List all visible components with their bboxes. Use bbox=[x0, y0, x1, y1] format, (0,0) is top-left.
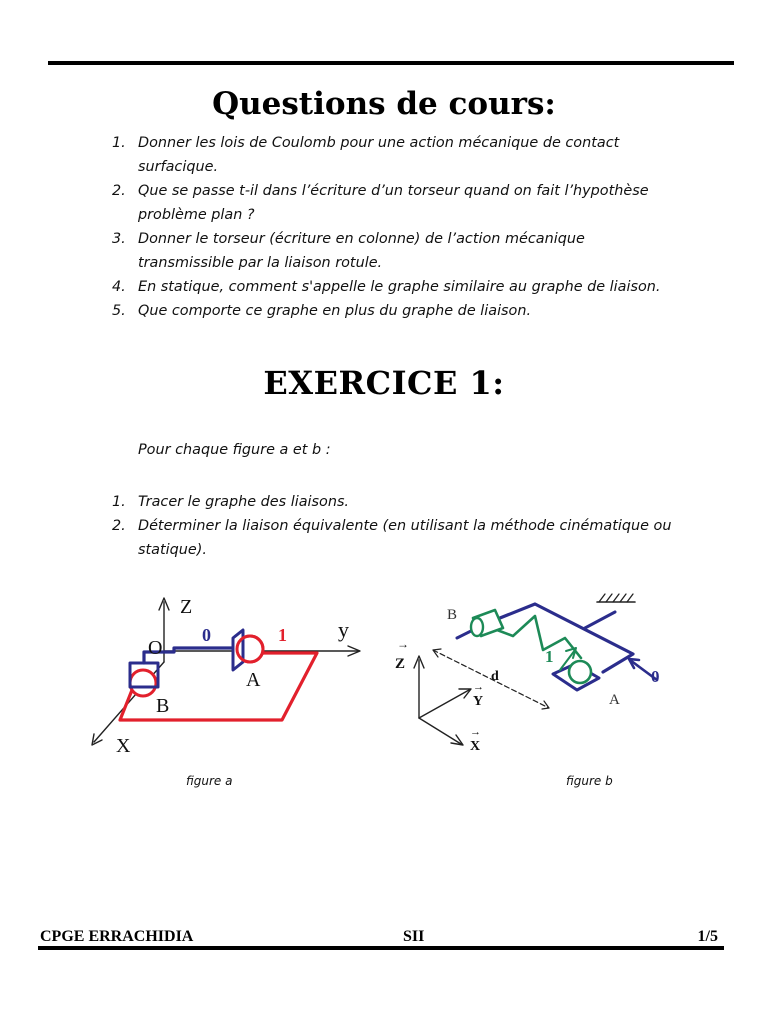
label-y: y bbox=[338, 617, 349, 642]
y-axis bbox=[419, 690, 469, 718]
label-solid-0: 0 bbox=[651, 667, 660, 686]
list-item: 3. Donner le torseur (écriture en colonne) de l’action mécanique transmissible par la liaison rotule. bbox=[112, 231, 585, 271]
svg-text:→: → bbox=[470, 726, 481, 738]
joint-a-sphere bbox=[569, 661, 591, 683]
list-item: 5. Que comporte ce graphe en plus du graphe de liaison. bbox=[112, 303, 532, 319]
exercise-intro: Pour chaque figure a et b : bbox=[138, 442, 331, 458]
label-b: B bbox=[156, 695, 170, 717]
top-rule bbox=[48, 61, 734, 65]
bottom-rule bbox=[38, 946, 724, 950]
questions-list bbox=[110, 131, 690, 323]
svg-text:→: → bbox=[397, 637, 409, 651]
label-d: d bbox=[491, 669, 499, 684]
list-item: 4. En statique, comment s'appelle le graphe similaire au graphe de liaison. bbox=[112, 279, 661, 295]
label-b: B bbox=[447, 607, 458, 623]
label-a: A bbox=[246, 669, 261, 691]
svg-text:→: → bbox=[473, 681, 484, 693]
x-axis-arrow-icon bbox=[451, 735, 463, 745]
label-a: A bbox=[609, 692, 620, 708]
y-axis-arrow-icon bbox=[459, 689, 471, 698]
list-item: 2. Déterminer la liaison équivalente (en utilisant la méthode cinématique ou statique). bbox=[112, 518, 672, 558]
label-y: Y bbox=[473, 694, 484, 709]
list-item: 1. Tracer le graphe des liaisons. bbox=[112, 494, 350, 510]
label-z: Z bbox=[180, 596, 193, 618]
joint-b-circle bbox=[130, 670, 156, 696]
exercise-title: EXERCICE 1: bbox=[263, 364, 505, 402]
figure-b-diagram bbox=[385, 588, 685, 763]
list-item: 1. Donner les lois de Coulomb pour une action mécanique de contact surfacique. bbox=[112, 135, 620, 175]
figure-a-diagram bbox=[80, 590, 380, 765]
label-x: X bbox=[470, 739, 481, 754]
footer-school: CPGE ERRACHIDIA bbox=[40, 928, 194, 945]
ground-hatch-icon bbox=[599, 594, 633, 602]
list-item: 2. Que se passe t-il dans l’écriture d’un torseur quand on fait l’hypothèse problème plan ? bbox=[112, 183, 649, 223]
label-x: X bbox=[116, 735, 131, 757]
label-solid-1: 1 bbox=[278, 625, 287, 645]
label-solid-1: 1 bbox=[545, 647, 554, 666]
questions-title: Questions de cours: bbox=[212, 86, 556, 122]
label-z: Z bbox=[395, 656, 406, 672]
footer-page-number: 1/5 bbox=[697, 928, 718, 945]
x-axis bbox=[419, 718, 461, 744]
footer-subject: SII bbox=[403, 928, 425, 945]
exercise-list bbox=[110, 490, 690, 562]
figure-b-caption: figure b bbox=[566, 774, 613, 788]
figure-a-caption: figure a bbox=[186, 774, 233, 788]
label-o: O bbox=[148, 637, 163, 659]
label-solid-0: 0 bbox=[202, 625, 211, 645]
